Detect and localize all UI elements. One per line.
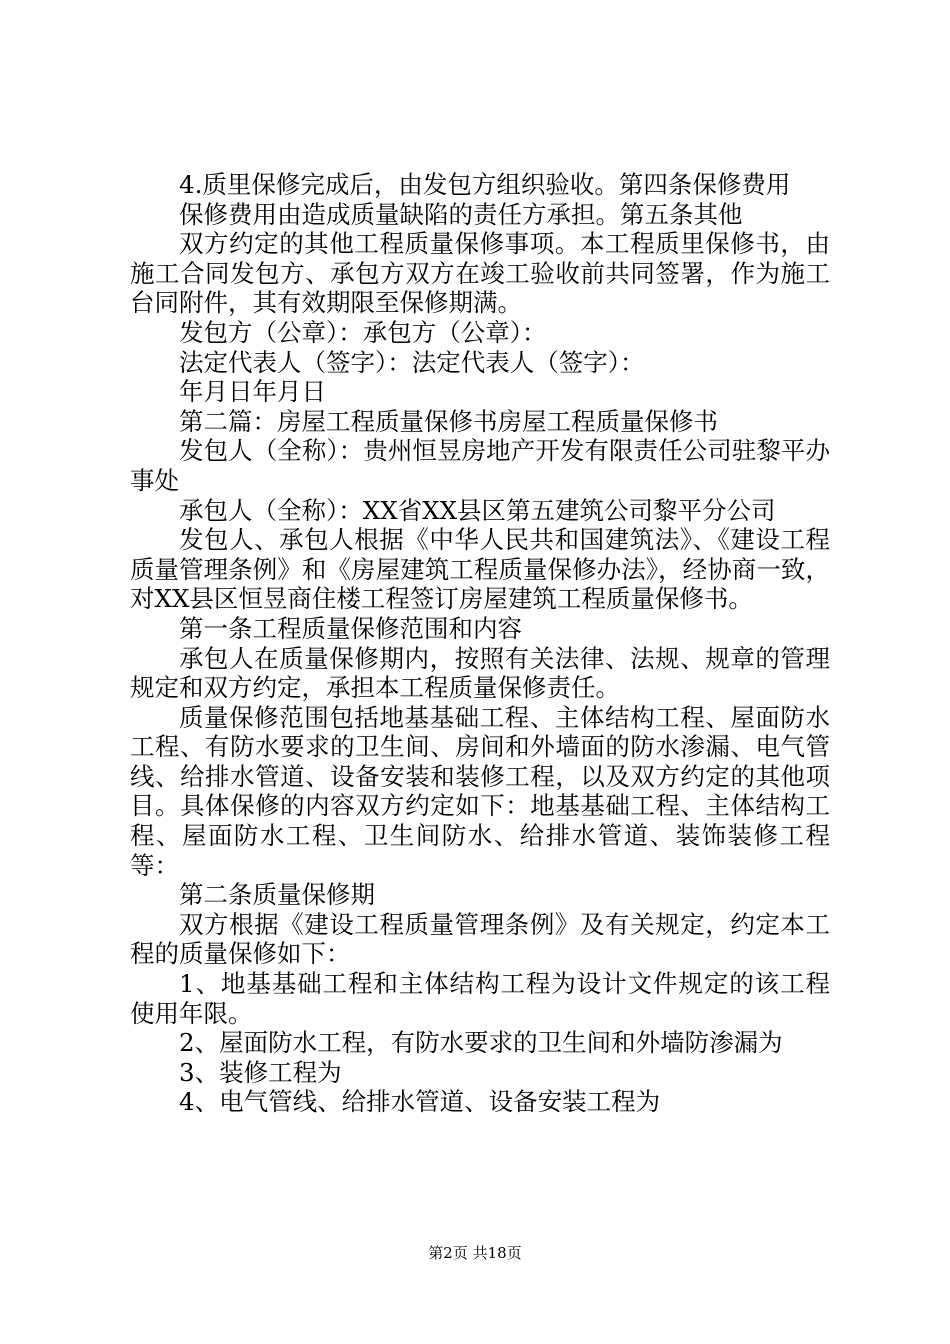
list-item: 1、地基基础工程和主体结构工程为设计文件规定的该工程使用年限。 [130,969,830,1028]
paragraph: 双方约定的其他工程质量保修事项。本工程质里保修书，由施工合同发包方、承包方双方在竣工验收前共同签署，作为施工台同附件，其有效期限至保修期满。 [130,229,830,318]
paragraph: 质量保修范围包括地基基础工程、主体结构工程、屋面防水工程、有防水要求的卫生间、房间和外墙面的防水渗漏、电气管线、给排水管道、设备安装和装修工程，以及双方约定的其他项目。具体保修的内容双方约定如下：地基基础工程、主体结构工程、屋面防水工程、卫生间防水、给排水管道、装饰装修工程等： [130,702,830,880]
paragraph: 承包人在质量保修期内，按照有关法律、法规、规章的管理规定和双方约定，承担本工程质量保修责任。 [130,643,830,703]
article-heading: 第一条工程质量保修范围和内容 [179,613,522,643]
paragraph: 法定代表人（签字）：法定代表人（签字）： [179,347,645,377]
paragraph: 年月日年月日 [179,377,326,407]
list-item: 3、装修工程为 [179,1057,342,1087]
paragraph: 保修费用由造成质量缺陷的责任方承担。第五条其他 [179,199,743,229]
paragraph: 发包方（公章）：承包方（公章）： [179,317,547,347]
paragraph: 双方根据《建设工程质量管理条例》及有关规定，约定本工程的质量保修如下： [130,909,830,969]
document-body [130,170,830,1117]
section-heading: 第二篇：房屋工程质量保修书房屋工程质量保修书 [179,406,718,436]
page-number: 第2页 共18页 [428,1244,522,1262]
paragraph: 4.质里保修完成后，由发包方组织验收。第四条保修费用 [179,170,791,199]
page-footer [0,1243,950,1263]
paragraph: 发包人、承包人根据《中华人民共和国建筑法》、《建设工程质量管理条例》和《房屋建筑工程质量保修办法》，经协商一致，对XX县区恒昱商住楼工程签订房屋建筑工程质量保修书。 [130,525,830,614]
list-item: 2、屋面防水工程，有防水要求的卫生间和外墙防渗漏为 [179,1028,783,1058]
paragraph: 承包人（全称）：XX省XX县区第五建筑公司黎平分公司 [179,495,776,525]
paragraph: 发包人（全称）：贵州恒昱房地产开发有限责任公司驻黎平办事处 [130,436,830,495]
list-item: 4、电气管线、给排水管道、设备安装工程为 [179,1087,661,1117]
article-heading: 第二条质量保修期 [179,880,375,910]
